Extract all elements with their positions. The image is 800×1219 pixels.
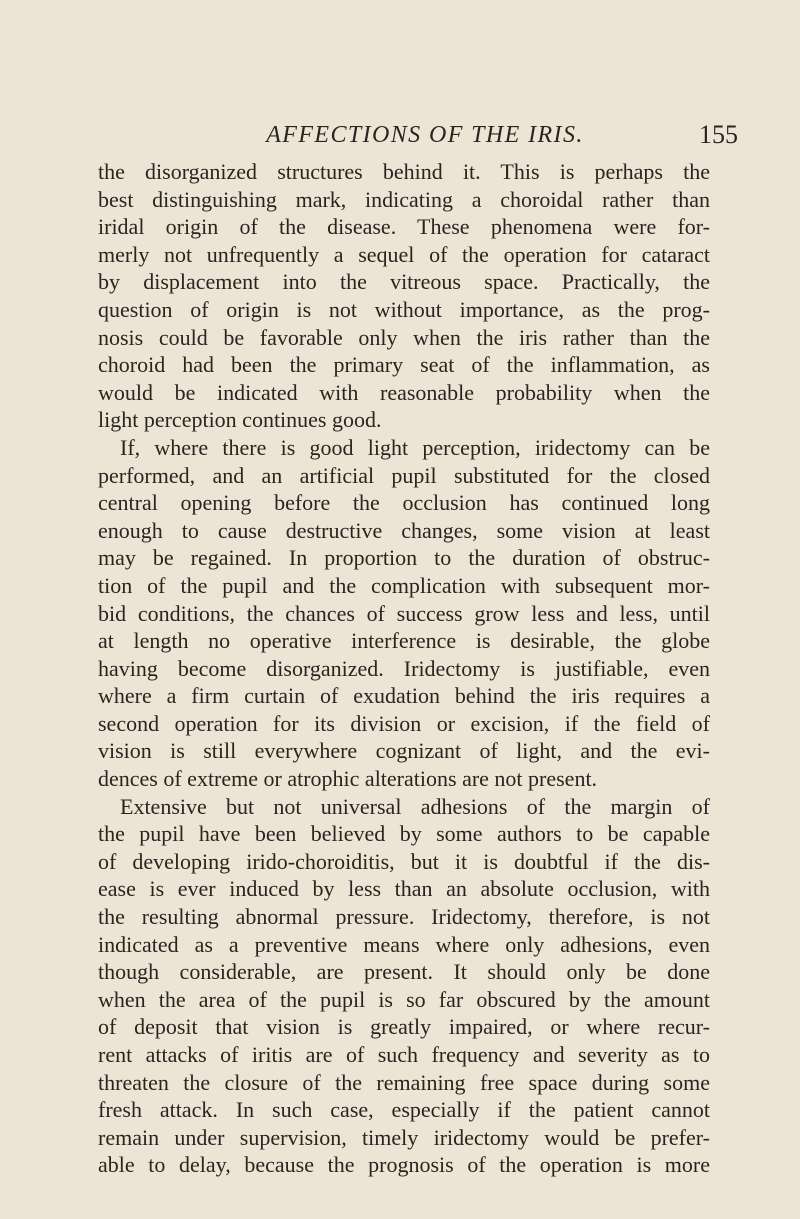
text-line: though considerable, are present. It should only be done <box>98 959 710 985</box>
text-line: central opening before the occlusion has continued long <box>98 490 710 516</box>
text-line: having become disorganized. Iridectomy is justifiable, even <box>98 655 710 681</box>
text-line: best distinguishing mark, indicating a choroidal rather than <box>98 186 710 212</box>
text-line: indicated as a preventive means where only adhesions, even <box>98 931 710 957</box>
text-line: would be indicated with reasonable probability when the <box>98 379 710 405</box>
text-line: the resulting abnormal pressure. Iridectomy, therefore, is not <box>98 904 710 930</box>
paragraph-start-line: Extensive but not universal adhesions of the margin of <box>120 793 710 819</box>
text-line: enough to cause destructive changes, some vision at least <box>98 517 710 543</box>
text-line: rent attacks of iritis are of such frequency and severity as to <box>98 1042 710 1067</box>
text-line: nosis could be favorable only when the iris rather than the <box>98 324 710 350</box>
text-line: vision is still everywhere cognizant of light, and the evi- <box>98 738 710 764</box>
text-line: ease is ever induced by less than an absolute occlusion, with <box>98 876 710 902</box>
text-line: the disorganized structures behind it. This is perhaps the <box>98 159 710 184</box>
text-line: question of origin is not without importance, as the prog- <box>98 296 710 322</box>
running-head <box>100 118 738 152</box>
text-line: remain under supervision, timely iridectomy would be prefer- <box>98 1124 710 1150</box>
text-line: by displacement into the vitreous space. Practically, the <box>98 269 710 295</box>
body-text <box>98 158 710 1179</box>
paragraph-end-line: dences of extreme or atrophic alterations are not present. <box>98 766 598 792</box>
paragraph-end-line: light perception continues good. <box>98 407 382 433</box>
text-line: may be regained. In proportion to the duration of obstruc- <box>98 545 710 571</box>
text-line: able to delay, because the prognosis of the operation is more <box>98 1152 710 1178</box>
text-line: iridal origin of the disease. These phenomena were for- <box>98 214 710 240</box>
text-line: bid conditions, the chances of success grow less and less, until <box>98 600 710 626</box>
paragraph-start-line: If, where there is good light perception, iridectomy can be <box>120 434 710 460</box>
page-number: 155 <box>699 120 738 149</box>
text-line: choroid had been the primary seat of the inflammation, as <box>98 352 710 378</box>
text-line: merly not unfrequently a sequel of the operation for cataract <box>98 241 710 267</box>
text-line: fresh attack. In such case, especially if the patient cannot <box>98 1097 710 1123</box>
running-title: AFFECTIONS OF THE IRIS. <box>266 122 584 148</box>
text-line: of deposit that vision is greatly impaired, or where recur- <box>98 1014 710 1040</box>
text-line: where a firm curtain of exudation behind the iris requires a <box>98 683 710 709</box>
text-line: performed, and an artificial pupil substituted for the closed <box>98 462 710 488</box>
text-line: when the area of the pupil is so far obscured by the amount <box>98 986 710 1012</box>
text-line: of developing irido-choroiditis, but it is doubtful if the dis- <box>98 848 710 874</box>
text-line: threaten the closure of the remaining free space during some <box>98 1069 710 1095</box>
text-line: tion of the pupil and the complication with subsequent mor- <box>98 572 710 598</box>
text-line: second operation for its division or excision, if the field of <box>98 710 710 736</box>
text-line: the pupil have been believed by some authors to be capable <box>98 821 710 847</box>
text-line: at length no operative interference is desirable, the globe <box>98 628 710 654</box>
